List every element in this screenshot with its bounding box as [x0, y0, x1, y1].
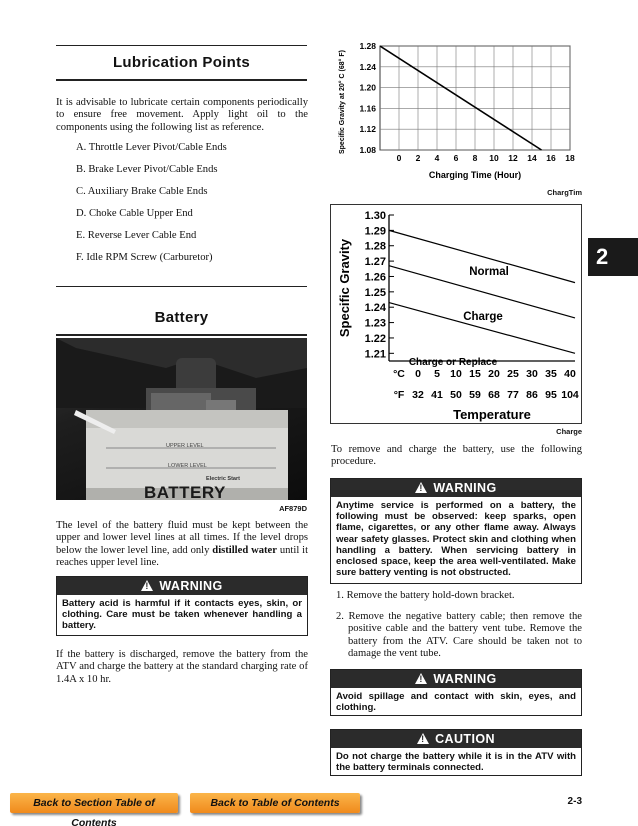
x-tick-label: 18 — [565, 153, 575, 163]
warning-header — [331, 479, 581, 497]
battery-acid-warning — [56, 576, 308, 636]
warning-icon — [415, 482, 427, 493]
warning-header — [331, 670, 581, 688]
battery-photo-label: Electric Start — [206, 476, 240, 482]
lubrication-item: B. Brake Lever Pivot/Cable Ends — [76, 164, 218, 175]
warning-title: WARNING — [433, 672, 497, 686]
y-axis-label: Specific Gravity — [337, 238, 352, 338]
temperature-chart-svg — [331, 205, 581, 423]
x-tick-label-fahrenheit: 68 — [488, 389, 500, 401]
battery-para1-text: The level of the battery fluid must be kept between the upper and lower level lines at all times. If the level drops below the lower level line, add only — [56, 520, 308, 556]
chart2-caption: Charge — [556, 427, 582, 436]
temperature-chart — [330, 204, 582, 424]
lubrication-bottom-rule — [56, 79, 307, 81]
region-label: Normal — [469, 266, 509, 278]
battery-photo-caption: AF879D — [279, 504, 307, 513]
battery-top-rule — [56, 286, 307, 287]
x-tick-label-fahrenheit: 32 — [412, 389, 424, 401]
x-tick-label: 16 — [546, 153, 556, 163]
battery-para2: If the battery is discharged, remove the battery from the ATV and charge the battery at the standard charging rate of 1.4A x 10 hr. — [56, 649, 308, 685]
y-tick-label: 1.23 — [364, 317, 386, 330]
procedure-step: 1. Remove the battery hold-down bracket. — [336, 590, 515, 601]
y-tick-label: 1.20 — [359, 82, 376, 93]
x-tick-label-celsius: 5 — [434, 368, 440, 380]
warning-header — [57, 577, 307, 595]
spillage-warning — [330, 669, 582, 716]
battery-para1 — [56, 520, 308, 570]
x-tick-label: 14 — [527, 153, 537, 163]
x-tick-label-fahrenheit: 104 — [561, 389, 579, 401]
battery-photo — [56, 338, 307, 500]
lubrication-item: E. Reverse Lever Cable End — [76, 230, 197, 241]
chart1-caption: ChargTim — [547, 188, 582, 197]
y-tick-label: 1.28 — [359, 41, 376, 51]
caution-header — [331, 730, 581, 748]
warning-text: Anytime service is performed on a battery, the following must be observed: keep sparks, open flame, cigarettes, or any other flame away. Always wear safety glasses. Protect skin and clothing when handling a battery. When servicing battery in enclosed space, keep the area well-ventilated. Make sure battery venting is not obstructed. — [336, 500, 576, 579]
warning-title: WARNING — [159, 579, 223, 593]
battery-photo-drawing — [56, 338, 307, 500]
region-label: Charge or Replace — [408, 357, 498, 368]
y-tick-label: 1.08 — [359, 145, 376, 155]
lubrication-intro: It is advisable to lubricate certain components periodically to ensure free movement. Apply light oil to the components using the following list as reference. — [56, 97, 308, 133]
warning-text: Avoid spillage and contact with skin, eyes, and clothing. — [336, 691, 576, 714]
x-tick-label-celsius: 30 — [526, 368, 538, 380]
battery-service-warning — [330, 478, 582, 584]
y-tick-label: 1.12 — [359, 124, 376, 135]
x-tick-label: 8 — [472, 153, 478, 163]
lubrication-item: C. Auxiliary Brake Cable Ends — [76, 186, 208, 197]
x-tick-label: 12 — [508, 153, 518, 163]
x-tick-label-celsius: 25 — [507, 368, 519, 380]
x-tick-label-fahrenheit: 95 — [545, 389, 557, 401]
x-tick-label-celsius: 10 — [450, 368, 462, 380]
x-axis-label: Charging Time (Hour) — [428, 170, 522, 180]
warning-icon — [415, 673, 427, 684]
charging-time-chart-svg — [330, 38, 580, 186]
y-axis-label: Specific Gravity at 20° C (68° F) — [339, 49, 346, 155]
y-tick-label: 1.21 — [364, 348, 386, 361]
x-axis-label: Temperature — [453, 407, 531, 422]
battery-photo-label: BATTERY — [144, 483, 226, 500]
warning-text: Battery acid is harmful if it contacts eyes, skin, or clothing. Care must be taken whenever handling a battery. — [62, 598, 302, 632]
battery-bottom-rule — [56, 334, 307, 336]
x-tick-label-celsius: 35 — [545, 368, 557, 380]
y-tick-label: 1.29 — [364, 225, 386, 238]
x-tick-label-fahrenheit: 77 — [507, 389, 519, 401]
y-tick-label: 1.24 — [364, 302, 386, 315]
x-tick-label-celsius: 15 — [469, 368, 481, 380]
battery-para1-text: until it reaches upper level line. — [56, 544, 309, 569]
x-tick-label-fahrenheit: 41 — [431, 389, 443, 401]
lubrication-item: D. Choke Cable Upper End — [76, 208, 193, 219]
y-tick-label: 1.22 — [364, 332, 386, 345]
page-number: 2-3 — [567, 796, 582, 807]
procedure-step: 2. Remove the negative battery cable; then remove the positive cable and the battery vent tube. Remove the battery from the ATV. Care should be taken not to damage the vent tube. — [336, 611, 582, 660]
battery-photo-label: UPPER LEVEL — [166, 443, 204, 449]
x-tick-label-fahrenheit: 50 — [450, 389, 462, 401]
x-tick-label-fahrenheit: °F — [393, 389, 405, 401]
y-tick-label: 1.25 — [364, 286, 386, 299]
x-tick-label: 6 — [453, 153, 459, 163]
lubrication-top-rule — [56, 45, 307, 46]
y-tick-label: 1.24 — [359, 61, 376, 72]
x-tick-label: 2 — [415, 153, 421, 163]
x-tick-label-celsius: 20 — [488, 368, 500, 380]
lubrication-item: A. Throttle Lever Pivot/Cable Ends — [76, 142, 227, 153]
y-tick-label: 1.30 — [364, 210, 386, 222]
section-tab: 2 — [588, 238, 638, 276]
caution-title: CAUTION — [435, 732, 495, 746]
back-to-section-toc-link[interactable]: Back to Section Table of Contents — [10, 793, 178, 813]
caution-text: Do not charge the battery while it is in the ATV with the battery terminals connected. — [336, 751, 576, 774]
x-tick-label-celsius: 40 — [564, 368, 576, 380]
warning-icon — [141, 580, 153, 591]
charging-caution — [330, 729, 582, 776]
battery-photo-label: LOWER LEVEL — [168, 463, 207, 469]
region-label: Charge — [463, 311, 503, 323]
x-tick-label-fahrenheit: 86 — [526, 389, 538, 401]
y-tick-label: 1.28 — [364, 240, 386, 253]
lubrication-title: Lubrication Points — [112, 54, 251, 71]
x-tick-label-celsius: 0 — [415, 368, 421, 380]
battery-title: Battery — [154, 309, 209, 326]
x-tick-label: 0 — [396, 153, 402, 163]
x-tick-label: 4 — [434, 153, 440, 163]
charging-time-chart — [330, 38, 580, 186]
lubrication-item: F. Idle RPM Screw (Carburetor) — [76, 252, 213, 263]
x-tick-label-fahrenheit: 59 — [469, 389, 481, 401]
procedure-intro: To remove and charge the battery, use the following procedure. — [331, 444, 582, 468]
x-tick-label-celsius: °C — [393, 368, 405, 380]
y-tick-label: 1.16 — [359, 103, 376, 114]
caution-icon — [417, 733, 429, 744]
warning-title: WARNING — [433, 481, 497, 495]
back-to-toc-link[interactable]: Back to Table of Contents — [190, 793, 360, 813]
x-tick-label: 10 — [489, 153, 499, 163]
battery-para1-emphasis: distilled water — [212, 544, 277, 556]
y-tick-label: 1.26 — [364, 271, 386, 284]
y-tick-label: 1.27 — [364, 256, 386, 269]
